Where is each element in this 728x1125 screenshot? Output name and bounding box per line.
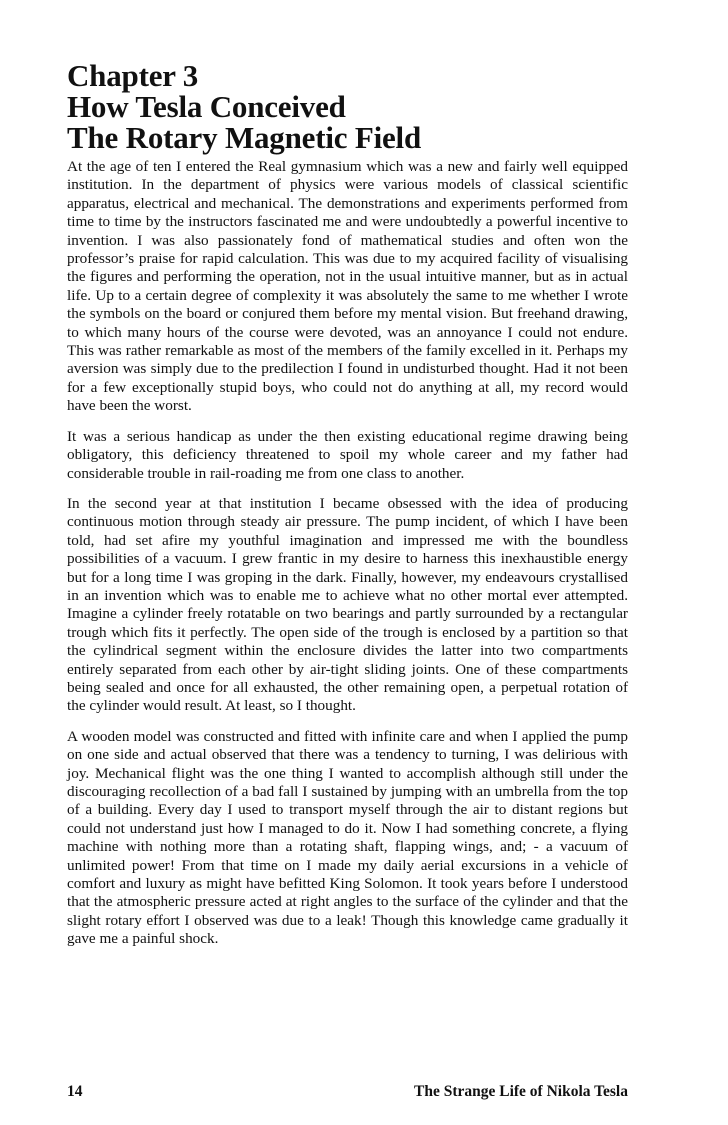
page-body — [67, 60, 628, 961]
chapter-label: Chapter 3 — [67, 58, 199, 93]
paragraph-3: In the second year at that institution I became obsessed with the idea of producing continuous motion through steady air pressure. The pump incident, of which I have been told, had set afire my youthful imagination and impressed me with the boundless possibilities of a vacuum. I grew frantic in my desire to harness this inexhaustible energy but for a long time I was groping in the dark. Finally, however, my endeavours crystallised in an invention which was to enable me to achieve what no other mortal ever attempted. Imagine a cylinder freely rotatable on two bearings and partly surrounded by a rectangular trough which fits it perfectly. The open side of the trough is enclosed by a partition so that the cylindrical segment within the enclosure divides the latter into two compartments entirely separated from each other by air-tight sliding joints. One of these compartments being sealed and once for all exhausted, the other remaining open, a perpetual rotation of the cylinder would result. At least, so I thought. — [67, 494, 628, 715]
page-number: 14 — [67, 1083, 83, 1100]
paragraph-1: At the age of ten I entered the Real gymnasium which was a new and fairly well equipped institution. In the department of physics were various models of classical scientific apparatus, electrical and mechanical. The demonstrations and experiments performed from time to time by the instructors fascinated me and were undoubtedly a powerful incentive to invention. I was also passionately fond of mathematical studies and often won the professor’s praise for rapid calculation. This was due to my acquired facility of visualising the figures and performing the operation, not in the usual intuitive manner, but as in actual life. Up to a certain degree of complexity it was absolutely the same to me whether I wrote the symbols on the board or conjured them before my mental vision. But freehand drawing, to which many hours of the course were devoted, was an annoyance I could not endure. This was rather remarkable as most of the members of the family excelled in it. Perhaps my aversion was simply due to the predilection I found in undisturbed thought. Had it not been for a few exceptionally stupid boys, who could not do anything at all, my record would have been the worst. — [67, 158, 628, 415]
chapter-title-line-1: How Tesla Conceived — [67, 89, 346, 124]
running-book-title: The Strange Life of Nikola Tesla — [413, 1083, 628, 1100]
chapter-title-line-2: The Rotary Magnetic Field — [67, 120, 422, 155]
page-footer — [67, 1083, 628, 1101]
paragraph-2: It was a serious handicap as under the then existing educational regime drawing being obligatory, this deficiency threatened to spoil my whole career and my father had considerable trouble in rail-roading me from one class to another. — [67, 427, 628, 482]
chapter-heading — [67, 60, 628, 153]
paragraph-4: A wooden model was constructed and fitted with infinite care and when I applied the pump on one side and actual observed that there was a tendency to turning, I was delirious with joy. Mechanical flight was the one thing I wanted to accomplish although still under the discouraging recollection of a bad fall I sustained by jumping with an umbrella from the top of a building. Every day I used to transport myself through the air to distant regions but could not understand just how I managed to do it. Now I had something concrete, a flying machine with nothing more than a rotating shaft, flapping wings, and; - a vacuum of unlimited power! From that time on I made my daily aerial excursions in a vehicle of comfort and luxury as might have befitted King Solomon. It took years before I understood that the atmospheric pressure acted at right angles to the surface of the cylinder and that the slight rotary effort I observed was due to a leak! Though this knowledge came gradually it gave me a painful shock. — [67, 727, 628, 948]
